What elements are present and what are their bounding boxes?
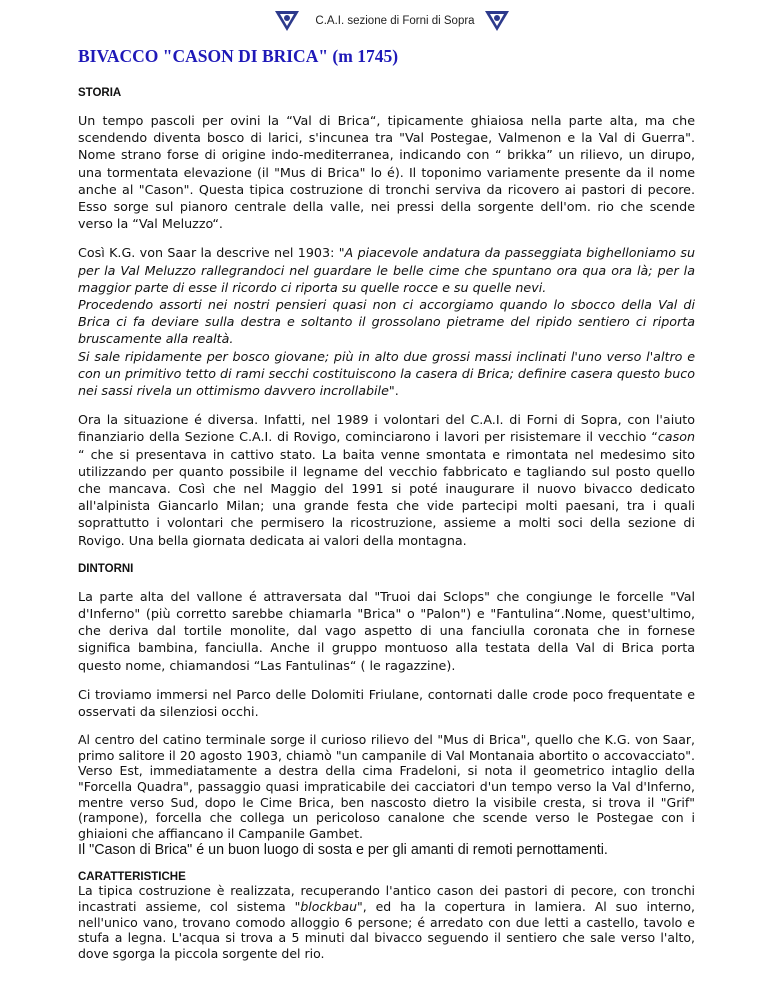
section-heading-dintorni: DINTORNI bbox=[78, 562, 134, 575]
dintorni-paragraph-1: La parte alta del vallone é attraversata dal "Truoi dai Sclops" che congiunge le forcelle "Val d'Inferno" (più corretto sarebbe chiamarla "Brica" o "Palon") e "Fantulina“.Nome, quest'ultimo, che deriva dal tortile monolite, dal vago aspetto di una fanciulla coronata che in fornese significa bambina, fanciulla. Anche il gruppo montuoso alla testata della Val di Brica porta questo nome, chiamandosi “Las Fantulinas“ ( le ragazzine). bbox=[78, 588, 695, 673]
cai-logo-icon bbox=[274, 8, 300, 32]
storia-quote-c: Si sale ripidamente per bosco giovane; più in alto due grossi massi inclinati l'uno verso l'altro e con un primitivo tetto di rami secchi costituiscono la casera di Brica; definire casera questo buco nei sassi rivela un ottimismo davvero incrollabile bbox=[78, 348, 695, 399]
document-body bbox=[78, 87, 695, 961]
page-header bbox=[0, 6, 768, 34]
storia-p2-end: ". bbox=[388, 383, 399, 399]
header-text: C.A.I. sezione di Forni di Sopra bbox=[315, 15, 475, 27]
dintorni-paragraph-2: Ci troviamo immersi nel Parco delle Dolomiti Friulane, contornati dalle crode poco frequentate e osservati da silenziosi occhi. bbox=[78, 686, 695, 720]
cai-logo-icon bbox=[484, 8, 510, 32]
storia-quote-b: Procedendo assorti nei nostri pensieri quasi non ci accorgiamo quando lo sbocco della Val di Brica ci fa deviare sulla destra e soltanto il grossolano pietrame del ripido sentiero ci riporta bruscamente alla realtà. bbox=[78, 297, 695, 347]
section-heading-storia: STORIA bbox=[78, 87, 122, 99]
storia-paragraph-2 bbox=[78, 244, 695, 399]
caratteristiche-p1-a: La tipica costruzione è realizzata, recuperando l'antico cason dei pastori di pecore, con tronchi incastrati assieme, col sistema " bbox=[78, 883, 695, 915]
caratteristiche-p1-b: ", ed ha la copertura in lamiera. Al suo interno, nell'unico vano, trovano comodo alloggio 6 persone; é arredato con due letti a castello, tavolo e stufa a legna. L'acqua si trova a 5 minuti dal bivacco seguendo il sentiero che sale verso l'alto, dove sgorga la piccola sorgente del rio. bbox=[78, 899, 695, 961]
caratteristiche-paragraph-1 bbox=[78, 883, 695, 961]
dintorni-paragraph-4: Il "Cason di Brica" é un buon luogo di sosta e per gli amanti di remoti pernottamenti. bbox=[78, 842, 608, 859]
storia-p3-a: Ora la situazione é diversa. Infatti, nel 1989 i volontari del C.A.I. di Forni di Sopra, con l'aiuto finanziario della Sezione C.A.I. di Rovigo, cominciarono i lavori per risistemare il vecchio “ bbox=[78, 412, 695, 445]
storia-p2-intro: Così K.G. von Saar la descrive nel 1903: " bbox=[78, 245, 345, 261]
storia-p3-cason: cason bbox=[657, 429, 695, 445]
page-title: BIVACCO "CASON DI BRICA" (m 1745) bbox=[78, 46, 399, 66]
storia-paragraph-3 bbox=[78, 411, 695, 549]
storia-quote-a: A piacevole andatura da passeggiata bighelloniamo su per la Val Meluzzo rallegrandoci nel guardare le belle cime che spuntano ora qua ora là; per la maggior parte di esse il ricordo ci riporta su quelle rocce e su quelle nevi. bbox=[78, 245, 695, 295]
section-heading-caratteristiche: CARATTERISTICHE bbox=[78, 871, 186, 884]
caratteristiche-blockbau: blockbau bbox=[300, 899, 358, 915]
storia-p3-b: “ che si presentava in cattivo stato. La baita venne smontata e rimontata nel medesimo sito utilizzando per quanto possibile il legname del vecchio fabbricato e tagliando sul posto quello che mancava. Così che nel Maggio del 1991 si poté inaugurare il nuovo bivacco dedicato all'alpinista Giancarlo Milan; una grande festa che vide partecipi molti paesani, tra i quali soprattutto i volontari che permisero la ricostruzione, assieme a molti soci della sezione di Rovigo. Una bella giornata dedicata ai valori della montagna. bbox=[78, 446, 695, 548]
dintorni-paragraph-3: Al centro del catino terminale sorge il curioso rilievo del "Mus di Brica", quello che K.G. von Saar, primo salitore il 20 agosto 1903, chiamò "un campanile di Val Montanaia abortito o accovacciato". Verso Est, immediatamente a destra della cima Fradeloni, si nota il geometrico intaglio della "Forcella Quadra", passaggio quasi impraticabile dei cacciatori d'un tempo verso la Val d'Inferno, mentre verso Sud, dopo le Cime Brica, ben nascosto dietro la visibile cresta, si trova il "Grif" (rampone), forcella che collega un pericoloso canalone che scende verso le Postegae con i ghiaioni che affiancano il Campanile Gambet. bbox=[78, 732, 695, 841]
storia-paragraph-1: Un tempo pascoli per ovini la “Val di Brica“, tipicamente ghiaiosa nella parte alta, ma che scendendo diventa bosco di larici, s'incunea tra "Val Postegae, Valmenon e la Val di Guerra". Nome strano forse di origine indo-mediterranea, indicando con “ brikka” un rilievo, un dirupo, una tormentata elevazione (il "Mus di Brica" lo é). Il toponimo variamente presente da il nome anche al "Cason". Questa tipica costruzione di tronchi serviva da ricovero ai pastori di pecore. Esso sorge sul pianoro centrale della valle, nei pressi della sorgente dell'om. rio che scende verso la “Val Meluzzo“. bbox=[78, 113, 695, 232]
